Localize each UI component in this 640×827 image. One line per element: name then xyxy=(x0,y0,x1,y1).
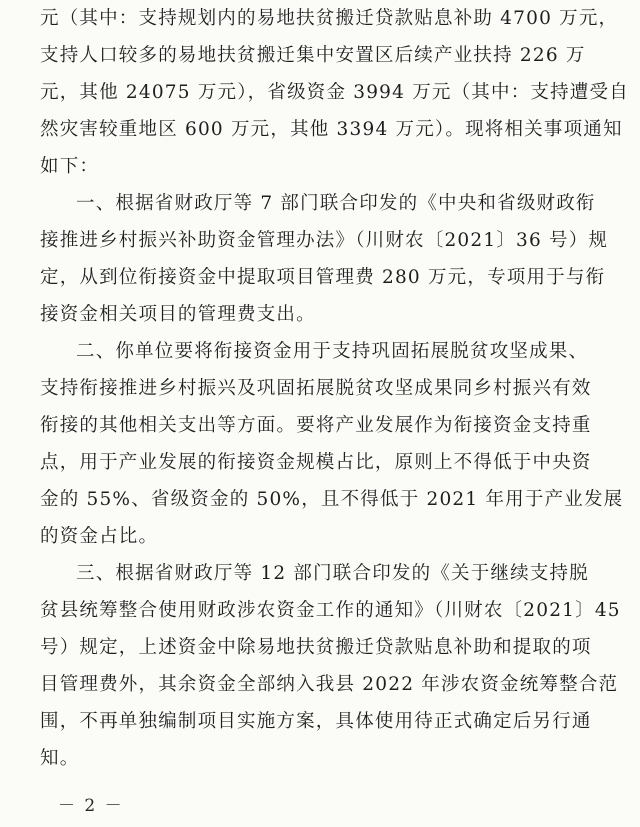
text-line-17: 贫县统筹整合使用财政涉农资金工作的通知》（川财农〔2021〕45 xyxy=(40,600,621,621)
text-line-1: 元（其中：支持规划内的易地扶贫搬迁贷款贴息补助 4700 万元， xyxy=(40,8,619,29)
text-line-9: 接资金相关项目的管理费支出。 xyxy=(40,304,316,325)
text-line-13: 点，用于产业发展的衔接资金规模占比，原则上不得低于中央资 xyxy=(40,452,592,473)
text-line-5: 如下： xyxy=(40,156,100,177)
text-line-6: 一、根据省财政厅等 7 部门联合印发的《中央和省级财政衔 xyxy=(76,193,596,214)
text-line-18: 号）规定，上述资金中除易地扶贫搬迁贷款贴息补助和提取的项 xyxy=(40,637,592,658)
text-line-20: 围，不再单独编制项目实施方案，具体使用待正式确定后另行通 xyxy=(40,711,592,732)
text-line-10: 二、你单位要将衔接资金用于支持巩固拓展脱贫攻坚成果、 xyxy=(76,341,589,362)
text-line-16: 三、根据省财政厅等 12 部门联合印发的《关于继续支持脱 xyxy=(76,563,589,584)
text-line-4: 然灾害较重地区 600 万元，其他 3394 万元）。现将相关事项通知 xyxy=(40,119,623,140)
text-line-3: 元，其他 24075 万元），省级资金 3994 万元（其中：支持遭受自 xyxy=(40,82,629,103)
text-line-14: 金的 55%、省级资金的 50%，且不得低于 2021 年用于产业发展 xyxy=(40,489,624,510)
text-line-15: 的资金占比。 xyxy=(40,526,159,547)
text-line-2: 支持人口较多的易地扶贫搬迁集中安置区后续产业扶持 226 万 xyxy=(40,45,586,66)
text-line-11: 支持衔接推进乡村振兴及巩固拓展脱贫攻坚成果同乡村振兴有效 xyxy=(40,378,592,399)
text-line-8: 定，从到位衔接资金中提取项目管理费 280 万元，专项用于与衔 xyxy=(40,267,606,288)
page-number: － 2 － xyxy=(58,796,124,816)
text-line-7: 接推进乡村振兴补助资金管理办法》（川财农〔2021〕36 号）规 xyxy=(40,230,609,251)
text-line-12: 衔接的其他相关支出等方面。要将产业发展作为衔接资金支持重 xyxy=(40,415,592,436)
text-line-19: 目管理费外，其余资金全部纳入我县 2022 年涉农资金统筹整合范 xyxy=(40,674,619,695)
text-line-21: 知。 xyxy=(40,748,80,769)
